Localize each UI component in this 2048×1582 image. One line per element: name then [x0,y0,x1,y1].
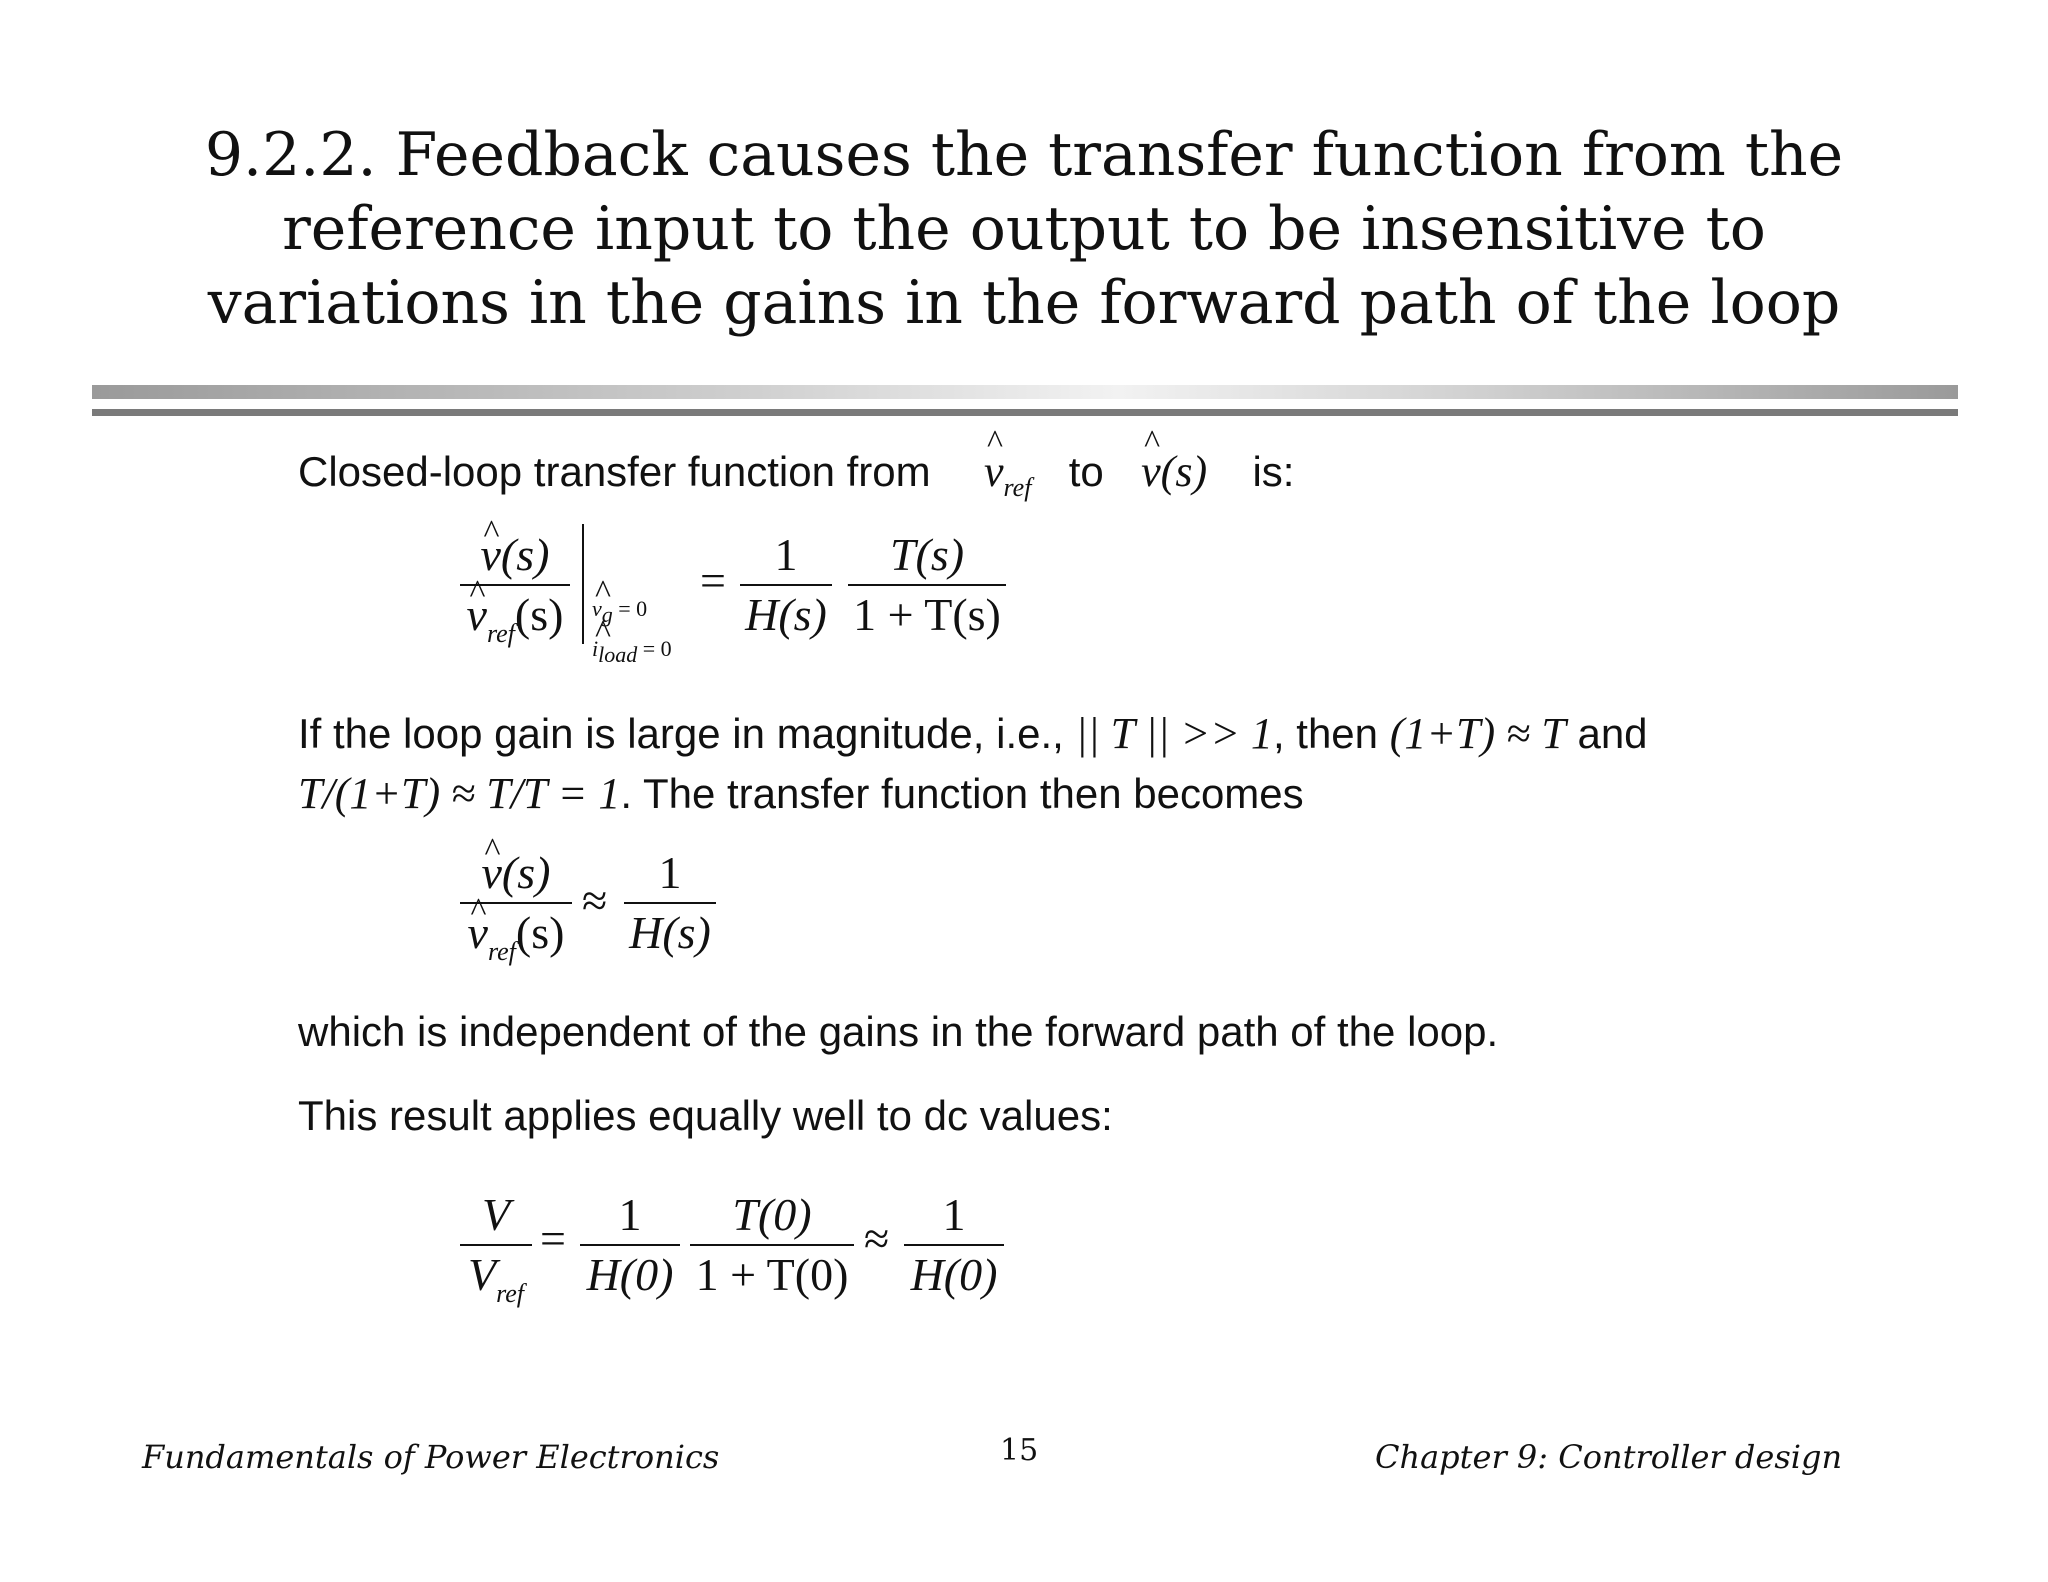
inline-approx-1: (1+T) ≈ T [1389,709,1566,758]
paragraph-closed-loop [298,446,1294,503]
eq3-fraction-1: 1 H(0) [580,1188,680,1302]
para1-text-b: to [1068,448,1104,495]
eq1-fraction-1: 1 H(s) [740,528,832,642]
title-divider-line [92,409,1958,416]
inline-vref: ^ $v_{ref}$ [984,447,1031,496]
paragraph-independent: which is independent of the gains in the forward path of the loop. [298,1008,1499,1055]
footer-book-title: Fundamentals of Power Electronics [142,1438,720,1476]
para1-text-a: Closed-loop transfer function from [298,448,931,495]
title-divider-gradient [92,385,1958,399]
eq2-rhs-fraction: 1 H(s) [624,846,716,960]
inline-approx-2: T/(1+T) ≈ T/T = 1 [298,769,621,818]
eq3-rhs-fraction: 1 H(0) [904,1188,1004,1302]
eq2-lhs-fraction: ^ v(s) ^ $v_{ref}(s)$ [460,846,572,979]
eq3-lhs-fraction: V $V_{ref}$ [460,1188,532,1321]
footer-chapter: Chapter 9: Controller design [1375,1438,1843,1476]
eq3-fraction-2: T(0) 1 + T(0) [690,1188,854,1302]
eq2-approx: ≈ [582,875,608,926]
inline-magnitude-condition: || T || >> 1 [1075,709,1273,758]
eq1-evaluation-bar [582,524,584,644]
paragraph-loop-gain-line-1: If the loop gain is large in magnitude, i.e., || T || >> 1, then (1+T) ≈ T and [298,709,1648,758]
slide-title [0,118,2048,340]
paragraph-loop-gain-line-2: T/(1+T) ≈ T/T = 1. The transfer function then becomes [298,769,1304,818]
eq1-fraction-2: T(s) 1 + T(s) [848,528,1006,642]
para1-text-c: is: [1252,448,1295,495]
title-line-3: variations in the gains in the forward path of the loop [207,268,1841,338]
eq3-approx: ≈ [864,1213,890,1264]
eq1-condition-vg: ^ vg = 0 [592,596,647,628]
eq3-equals: = [540,1213,566,1264]
title-line-1: 9.2.2. Feedback causes the transfer function from the [204,120,1844,190]
paragraph-dc-values: This result applies equally well to dc values: [298,1092,1113,1139]
eq1-lhs-fraction: ^ v(s) ^ $v_{ref}(s)$ [460,528,570,661]
eq1-equals: = [700,555,726,606]
inline-vs: ^ v(s) [1141,447,1207,496]
footer-page-number: 15 [1000,1433,1039,1468]
eq1-condition-iload: ^ iload = 0 [592,636,672,668]
title-line-2: reference input to the output to be insensitive to [282,194,1766,264]
